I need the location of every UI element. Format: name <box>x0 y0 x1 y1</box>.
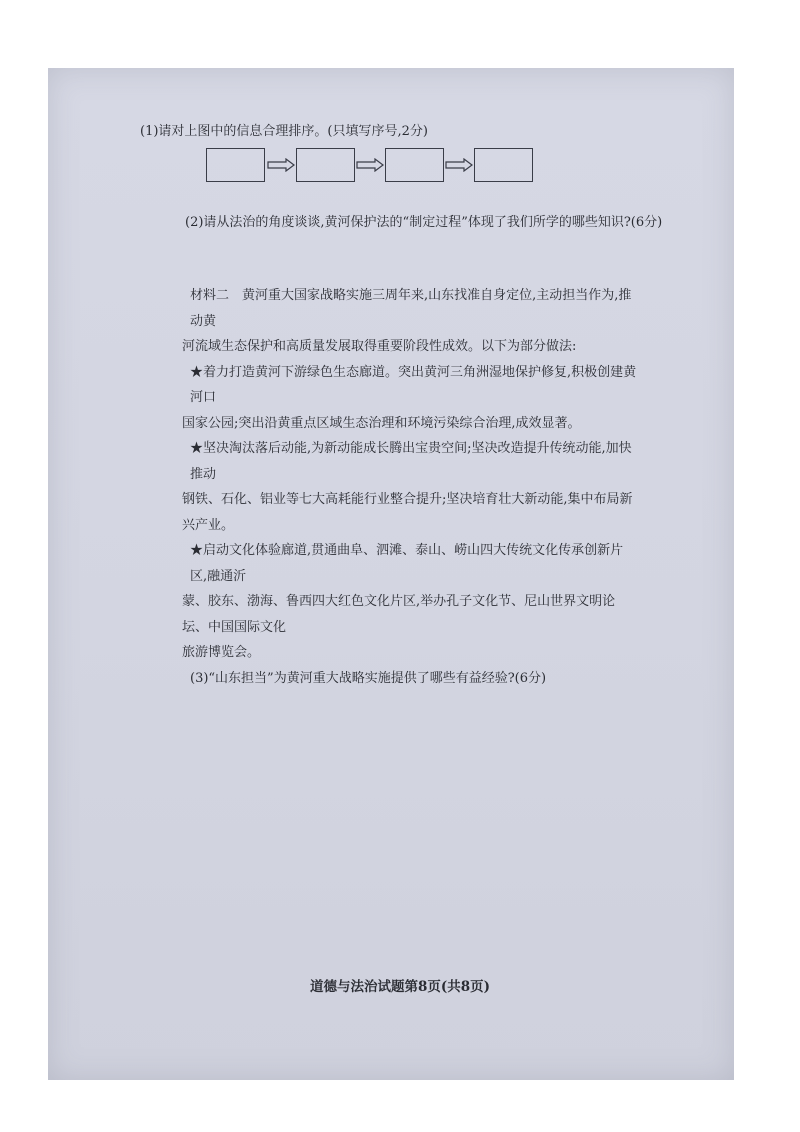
bullet-2-line: 钢铁、石化、铝业等七大高耗能行业整合提升;坚决培育壮大新动能,集中布局新兴产业。 <box>182 492 633 533</box>
sequence-diagram <box>206 148 532 184</box>
question-1: (1)请对上图中的信息合理排序。(只填写序号,2分) <box>140 124 428 139</box>
material-intro-line: 河流域生态保护和高质量发展取得重要阶段性成效。以下为部分做法: <box>182 339 577 354</box>
question-3: (3)“山东担当”为黄河重大战略实施提供了哪些有益经验?(6分) <box>190 670 547 686</box>
answer-box-3[interactable] <box>385 148 444 182</box>
answer-box-4[interactable] <box>474 148 533 182</box>
arrow-right-icon <box>267 158 295 172</box>
bullet-1-line: ★着力打造黄河下游绿色生态廊道。突出黄河三角洲湿地保护修复,积极创建黄河口 <box>190 364 637 405</box>
bullet-3-line: ★启动文化体验廊道,贯通曲阜、泗滩、泰山、崂山四大传统文化传承创新片区,融通沂 <box>190 543 624 584</box>
material-two <box>182 283 640 691</box>
question-2: (2)请从法治的角度谈谈,黄河保护法的“制定过程”体现了我们所学的哪些知识?(6分) <box>185 215 663 230</box>
material-intro-line: 材料二 黄河重大国家战略实施三周年来,山东找准自身定位,主动担当作为,推动黄 <box>190 288 632 329</box>
arrow-right-icon <box>445 158 473 172</box>
bullet-2-line: ★坚决淘汰落后动能,为新动能成长腾出宝贵空间;坚决改造提升传统动能,加快推动 <box>190 441 632 482</box>
arrow-right-icon <box>356 158 384 172</box>
answer-box-2[interactable] <box>296 148 355 182</box>
page-footer: 道德与法治试题第8页(共8页) <box>309 979 491 995</box>
answer-box-1[interactable] <box>206 148 265 182</box>
bullet-1-line: 国家公园;突出沿黄重点区域生态治理和环境污染综合治理,成效显著。 <box>182 415 581 431</box>
bullet-3-line: 旅游博览会。 <box>182 645 261 660</box>
bullet-3-line: 蒙、胶东、渤海、鲁西四大红色文化片区,举办孔子文化节、尼山世界文明论坛、中国国际文化 <box>182 594 616 635</box>
